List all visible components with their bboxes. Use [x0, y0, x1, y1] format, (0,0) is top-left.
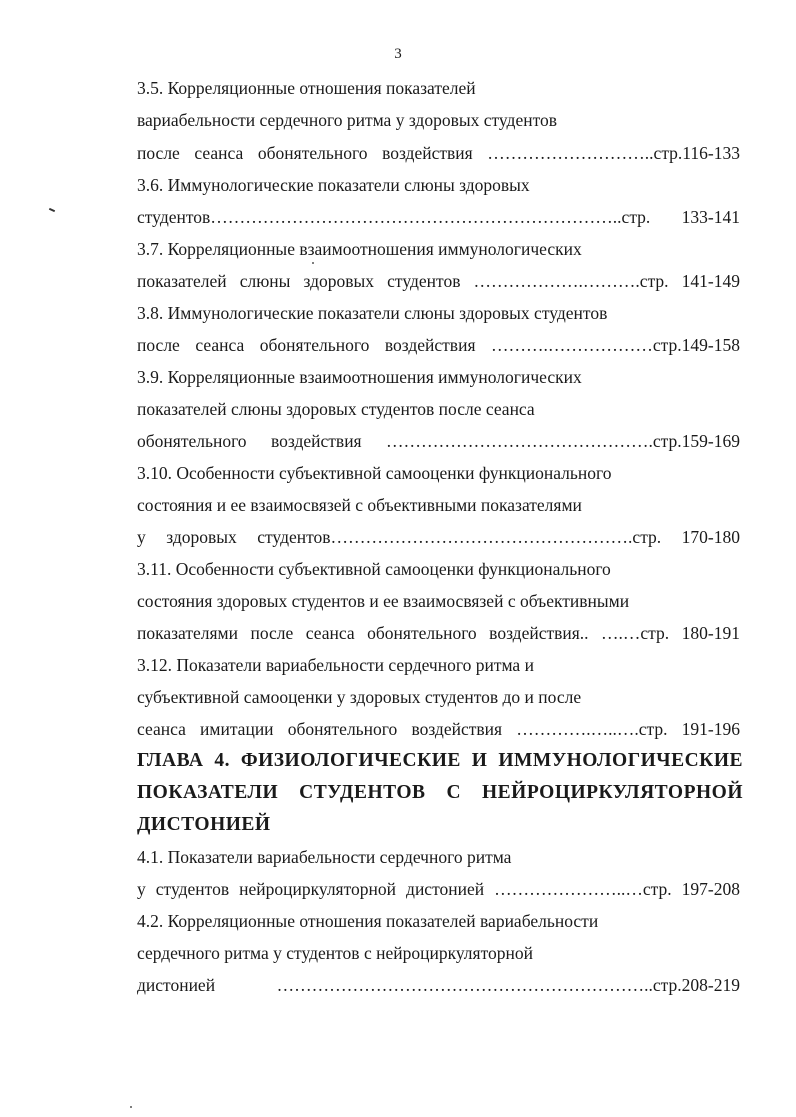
toc-line: сеанса имитации обонятельного воздействия ………….…..….стр. 191-196 — [137, 719, 740, 739]
toc-line: показателей слюны здоровых студентов после сеанса — [137, 399, 535, 419]
toc-line: обонятельного воздействия ……………………………………….стр.159-169 — [137, 431, 740, 451]
toc-line: у здоровых студентов…………………………………………….стр. 170-180 — [137, 527, 740, 547]
toc-line: дистонией ………………………………………………………..стр.208-219 — [137, 975, 740, 995]
toc-line: 3.10. Особенности субъективной самооценки функционального — [137, 463, 612, 483]
toc-line: 3.9. Корреляционные взаимоотношения иммунологических — [137, 367, 582, 387]
scan-mark — [49, 208, 55, 212]
toc-line: студентов……………………………………………………………..стр. 133-141 — [137, 207, 740, 227]
page-number: 3 — [394, 46, 402, 62]
toc-line: после сеанса обонятельного воздействия ………………………..стр.116-133 — [137, 143, 740, 163]
toc-line: вариабельности сердечного ритма у здоровых студентов — [137, 110, 558, 130]
chapter-heading: ДИСТОНИЕЙ — [137, 814, 271, 835]
toc-line: субъективной самооценки у здоровых студентов до и после — [137, 687, 582, 707]
toc-line: сердечного ритма у студентов с нейроциркуляторной — [137, 943, 533, 963]
toc-line: показателей слюны здоровых студентов ……………….……….стр. 141-149 — [137, 271, 740, 291]
toc-line: после сеанса обонятельного воздействия ……….………………стр.149-158 — [137, 335, 740, 355]
toc-line: 3.5. Корреляционные отношения показателей — [137, 78, 476, 98]
toc-line: 3.6. Иммунологические показатели слюны здоровых — [137, 175, 530, 195]
scan-speck — [130, 1106, 132, 1108]
toc-line: состояния и ее взаимосвязей с объективными показателями — [137, 495, 582, 515]
toc-line: 4.1. Показатели вариабельности сердечного ритма — [137, 847, 512, 867]
toc-line: состояния здоровых студентов и ее взаимосвязей с объективными — [137, 591, 630, 611]
toc-line: 3.11. Особенности субъективной самооценки функционального — [137, 559, 611, 579]
toc-line: 4.2. Корреляционные отношения показателей вариабельности — [137, 911, 599, 931]
toc-line: у студентов нейроциркуляторной дистонией …………………..…стр. 197-208 — [137, 879, 740, 899]
toc-line: 3.7. Корреляционные взаимоотношения иммунологических — [137, 239, 582, 259]
chapter-heading: ПОКАЗАТЕЛИ СТУДЕНТОВ С НЕЙРОЦИРКУЛЯТОРНОЙ — [137, 782, 743, 803]
chapter-heading: ГЛАВА 4. ФИЗИОЛОГИЧЕСКИЕ И ИММУНОЛОГИЧЕСКИЕ — [137, 750, 743, 771]
toc-line: 3.8. Иммунологические показатели слюны здоровых студентов — [137, 303, 608, 323]
toc-line: показателями после сеанса обонятельного воздействия.. ….…стр. 180-191 — [137, 623, 740, 643]
scan-speck — [312, 262, 314, 264]
toc-line: 3.12. Показатели вариабельности сердечного ритма и — [137, 655, 534, 675]
